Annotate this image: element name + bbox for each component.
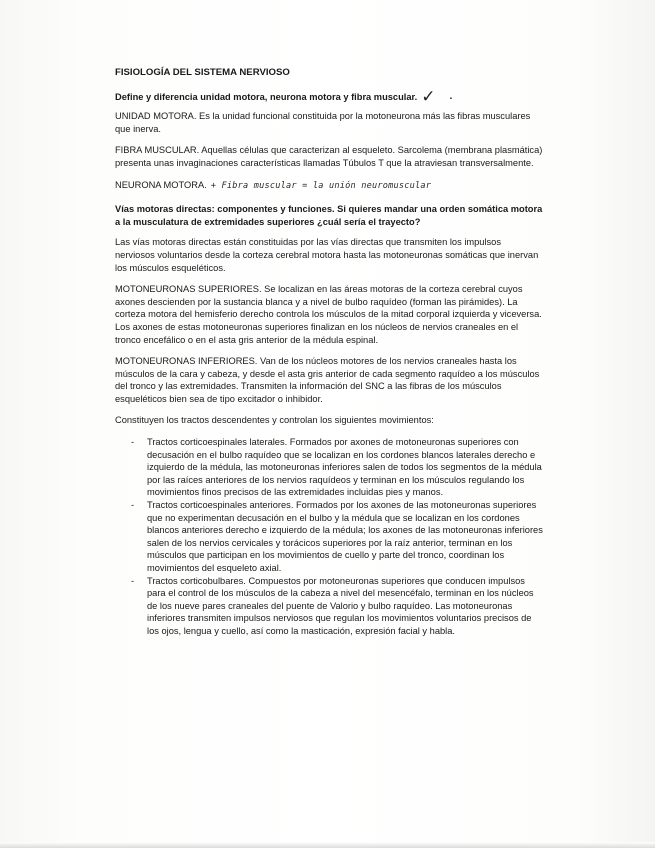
page-edge-shadow bbox=[0, 842, 655, 848]
bullet-dash: - bbox=[131, 437, 135, 448]
fibra-muscular-paragraph: FIBRA MUSCULAR. Aquellas células que caracterizan al esqueleto. Sarcolema (membrana plasmática) presenta unas invaginaciones características llamadas Túbulos T que la atraviesan transversalmente. bbox=[115, 145, 543, 168]
question-1 bbox=[115, 86, 543, 106]
list-item bbox=[115, 436, 543, 499]
tracto-text: Tractos corticoespinales laterales. Formados por axones de motoneuronas superiores con decusación en el bulbo raquídeo que se localizan en los cordones blancos laterales derecho e izquierdo de la médula, las motoneuronas inferiores salen de todos los segmentos de la médula por las raíces anteriores de los nervios raquídeos y terminan en los músculos regulando los movimientos finos precisos de las extremidades incluidas pies y manos. bbox=[147, 437, 542, 498]
neurona-motora-row bbox=[115, 179, 543, 193]
neurona-motora-label: NEURONA MOTORA. bbox=[115, 179, 207, 190]
tracto-text: Tractos corticobulbares. Compuestos por motoneuronas superiores que conducen impulsos para el control de los músculos de la cabeza a nivel del mesencéfalo, terminan en los núcleos de los nueve pares craneales del puente de Valorio y bulbo raquídeo. Las motoneuronas inferiores transmiten impulsos nerviosos que regulan los movimientos voluntarios precisos de los ojos, lengua y cuello, así como la masticación, expresión facial y habla. bbox=[147, 575, 534, 636]
tractos-list bbox=[115, 436, 543, 638]
tracto-text: Tractos corticoespinales anteriores. Formados por los axones de las motoneuronas superiores que no experimentan decusación en el bulbo y la médula que se localizan en los cordones blancos anteriores derecho e izquierdo de la médula; los axones de las motoneuronas inferiores salen de los nervios cervicales y torácicos superiores por la raíz anterior, terminan en los músculos que participan en los movimientos de cuello y parte del tronco, coordinan los movimientos del esqueleto axial. bbox=[147, 500, 543, 573]
handwritten-note: + Fibra muscular = la unión neuromuscular bbox=[210, 180, 432, 191]
document-title: FISIOLOGÍA DEL SISTEMA NERVIOSO bbox=[115, 67, 290, 78]
vias-intro-paragraph: Las vías motoras directas están constituidas por las vías directas que transmiten los impulsos nerviosos voluntarios desde la corteza cerebral motora hasta las motoneuronas somáticas que inervan los músculos esqueléticos. bbox=[115, 237, 539, 273]
bullet-dash: - bbox=[131, 575, 135, 586]
unidad-motora-paragraph: UNIDAD MOTORA. Es la unidad funcional constituida por la motoneurona más las fibras musculares que inerva. bbox=[115, 111, 531, 134]
motoneuronas-inferiores-paragraph: MOTONEURONAS INFERIORES. Van de los núcleos motores de los nervios craneales hasta los músculos de la cara y cabeza, y desde el asta gris anterior de cada segmento raquídeo a los músculos del tronco y las extremidades. Transmiten la información del SNC a las fibras de los músculos esqueléticos bien sea de tipo excitador o inhibidor. bbox=[115, 356, 540, 404]
list-item bbox=[115, 499, 543, 575]
document-content bbox=[115, 67, 543, 638]
ink-dot: . bbox=[449, 90, 453, 102]
question-2: Vías motoras directas: componentes y funciones. Si quieres mandar una orden somática motora a la musculatura de extremidades superiores ¿cuál sería el trayecto? bbox=[115, 204, 543, 227]
tractos-intro-paragraph: Constituyen los tractos descendentes y controlan los siguientes movimientos: bbox=[115, 415, 434, 426]
question-1-text: Define y diferencia unidad motora, neurona motora y fibra muscular. bbox=[115, 91, 418, 102]
list-item bbox=[115, 575, 543, 638]
bullet-dash: - bbox=[131, 500, 135, 511]
checkmark-icon: ✓ bbox=[421, 86, 436, 106]
motoneuronas-superiores-paragraph: MOTONEURONAS SUPERIORES. Se localizan en las áreas motoras de la corteza cerebral cuyos axones descienden por la sustancia blanca y a nivel de bulbo raquídeo (forman las pirámides). La corteza motora del hemisferio derecho controla los músculos de la mitad corporal izquierda y viceversa. Los axones de estas motoneuronas superiores finalizan en los núcleos de nervios craneales en el tronco encefálico o en el asta gris anterior de la médula espinal. bbox=[115, 284, 542, 345]
